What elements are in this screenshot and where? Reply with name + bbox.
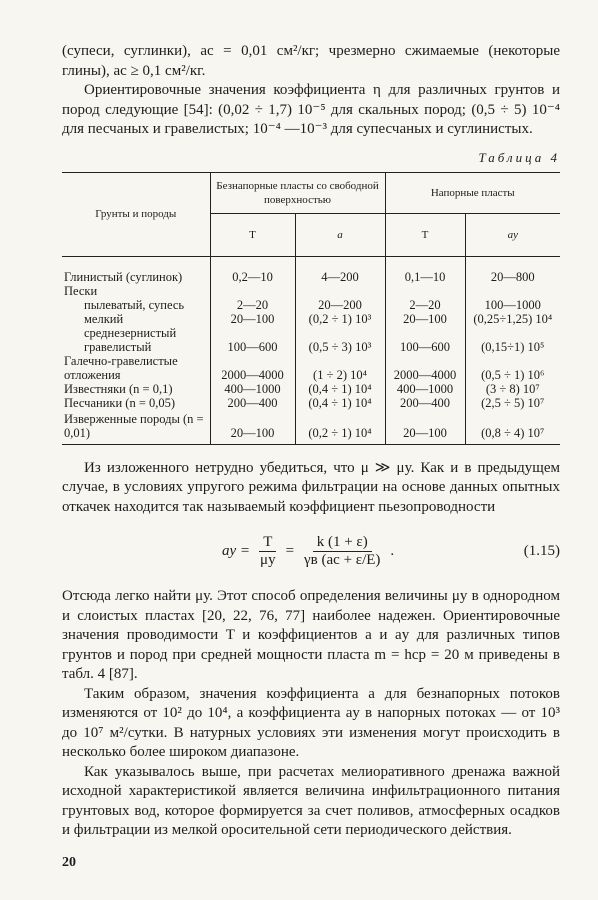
row-name: Песчаники (n = 0,05) xyxy=(64,396,176,410)
header-soils: Грунты и породы xyxy=(62,172,210,256)
table-row xyxy=(62,326,560,354)
cell: (0,5 ÷ 3) 10³ xyxy=(295,326,385,354)
fraction-2-numerator: k (1 + ε) xyxy=(313,534,372,552)
formula-1-15 xyxy=(62,525,560,577)
intro-line: (супеси, суглинки), aс = 0,01 см²/кг; чрезмерно сжимаемые (некоторые глины), aс ≥ 0,1 см²/кг. xyxy=(62,43,560,79)
fraction-1 xyxy=(256,534,280,569)
formula-tail: . xyxy=(390,542,395,559)
cell: 0,2—10 xyxy=(210,256,295,284)
formula-body xyxy=(222,534,394,569)
subheader-T-press: T xyxy=(385,213,465,256)
cell: 400—1000 xyxy=(210,382,295,396)
cell: 20—100 xyxy=(210,410,295,444)
page-content xyxy=(62,42,560,841)
row-name: Пески xyxy=(64,284,98,298)
paragraph-infiltration: Как указывалось выше, при расчетах мелиоративного дренажа важной исходной характеристикой является величина инфильтрационного питания грунтовых вод, которое формируется за счет поливов, атмосферных осадков и фильтрации из мелкой оросительной сети периодического действия. xyxy=(62,763,560,838)
cell: 4—200 xyxy=(295,256,385,284)
cell: (0,25÷1,25) 10⁴ xyxy=(465,312,560,326)
cell: 20—100 xyxy=(385,312,465,326)
properties-table xyxy=(62,172,560,445)
row-name: Изверженные породы (n = 0,01) xyxy=(64,411,204,440)
paragraph-mu: Отсюда легко найти μу. Этот способ определения величины μу в однородном и слоистых пластах [20, 22, 76, 77] наиболее надежен. Ориентировочные значения проводимости T и коэффициентов a и aу для различных типов грунтов и пород при средней мощности пласта m = hср = 20 м приведены в табл. 4 [87]. xyxy=(62,588,560,682)
cell: (0,2 ÷ 1) 10³ xyxy=(295,312,385,326)
table-row xyxy=(62,298,560,312)
fraction-2 xyxy=(300,534,384,569)
cell: (0,4 ÷ 1) 10⁴ xyxy=(295,396,385,410)
row-name: среднезернистый гравелистый xyxy=(84,326,177,354)
row-name: Глинистый (суглинок) xyxy=(64,270,183,284)
table-row xyxy=(62,284,560,298)
row-name: пылеватый, супесь xyxy=(84,298,185,312)
cell: 400—1000 xyxy=(385,382,465,396)
cell xyxy=(385,284,465,298)
cell: 100—1000 xyxy=(465,298,560,312)
row-name: Известняки (n = 0,1) xyxy=(64,382,173,396)
cell: 100—600 xyxy=(210,326,295,354)
cell: 20—800 xyxy=(465,256,560,284)
eta-paragraph: Ориентировочные значения коэффициента η для различных грунтов и пород следующие [54]: (0,02 ÷ 1,7) 10⁻⁵ для скальных пород; (0,5 ÷ 5) 10⁻⁴ для песчаных и гравелистых; 10⁻⁴ —10⁻³ для супесчаных и суглинистых. xyxy=(62,82,560,137)
cell: (0,4 ÷ 1) 10⁴ xyxy=(295,382,385,396)
row-name: мелкий xyxy=(84,312,124,326)
cell: (0,2 ÷ 1) 10⁴ xyxy=(295,410,385,444)
equation-number: (1.15) xyxy=(523,542,560,559)
subheader-ay: aу xyxy=(465,213,560,256)
table-row xyxy=(62,396,560,410)
cell: 20—100 xyxy=(210,312,295,326)
cell: (2,5 ÷ 5) 10⁷ xyxy=(465,396,560,410)
cell: 200—400 xyxy=(385,396,465,410)
table-caption: Таблица 4 xyxy=(478,149,560,165)
table-row xyxy=(62,312,560,326)
fraction-1-denominator: μу xyxy=(260,551,276,568)
cell: 20—100 xyxy=(385,410,465,444)
subheader-T-free: T xyxy=(210,213,295,256)
cell: (0,15÷1) 10⁵ xyxy=(465,326,560,354)
formula-lhs: aу = xyxy=(222,542,251,559)
table-row xyxy=(62,410,560,444)
cell: 2000—4000 xyxy=(385,354,465,382)
cell xyxy=(465,284,560,298)
cell: 2000—4000 xyxy=(210,354,295,382)
cell: 2—20 xyxy=(210,298,295,312)
cell: 2—20 xyxy=(385,298,465,312)
cell: 20—200 xyxy=(295,298,385,312)
cell xyxy=(210,284,295,298)
table-row xyxy=(62,354,560,382)
cell xyxy=(295,284,385,298)
formula-equals: = xyxy=(285,542,295,559)
fraction-1-numerator: T xyxy=(259,534,276,552)
table-row xyxy=(62,256,560,284)
cell: (0,8 ÷ 4) 10⁷ xyxy=(465,410,560,444)
cell: (1 ÷ 2) 10⁴ xyxy=(295,354,385,382)
fraction-2-denominator: γв (aс + ε/E) xyxy=(304,551,381,568)
cell: (3 ÷ 8) 10⁷ xyxy=(465,382,560,396)
cell: (0,5 ÷ 1) 10⁶ xyxy=(465,354,560,382)
subheader-a: a xyxy=(295,213,385,256)
cell: 200—400 xyxy=(210,396,295,410)
header-pressure: Напорные пласты xyxy=(385,172,560,213)
cell: 0,1—10 xyxy=(385,256,465,284)
paragraph-piezo: Из изложенного нетрудно убедиться, что μ ≫ μу. Как и в предыдущем случае, в условиях упругого режима фильтрации на основе данных опытных откачек находится так называемый коэффициент пьезопроводности xyxy=(62,459,560,515)
page-number: 20 xyxy=(62,855,76,870)
row-name: Галечно-гравелистые отложения xyxy=(64,354,178,382)
cell: 100—600 xyxy=(385,326,465,354)
paragraph-summary: Таким образом, значения коэффициента a для безнапорных потоков изменяются от 10² до 10⁴, а коэффициента aу в напорных потоках — от 10³ до 10⁷ м²/сутки. В натурных условиях эти изменения могут происходить в несколько более широком диапазоне. xyxy=(62,685,560,760)
header-free-flow: Безнапорные пласты со свободной поверхностью xyxy=(210,172,385,213)
table-row xyxy=(62,382,560,396)
